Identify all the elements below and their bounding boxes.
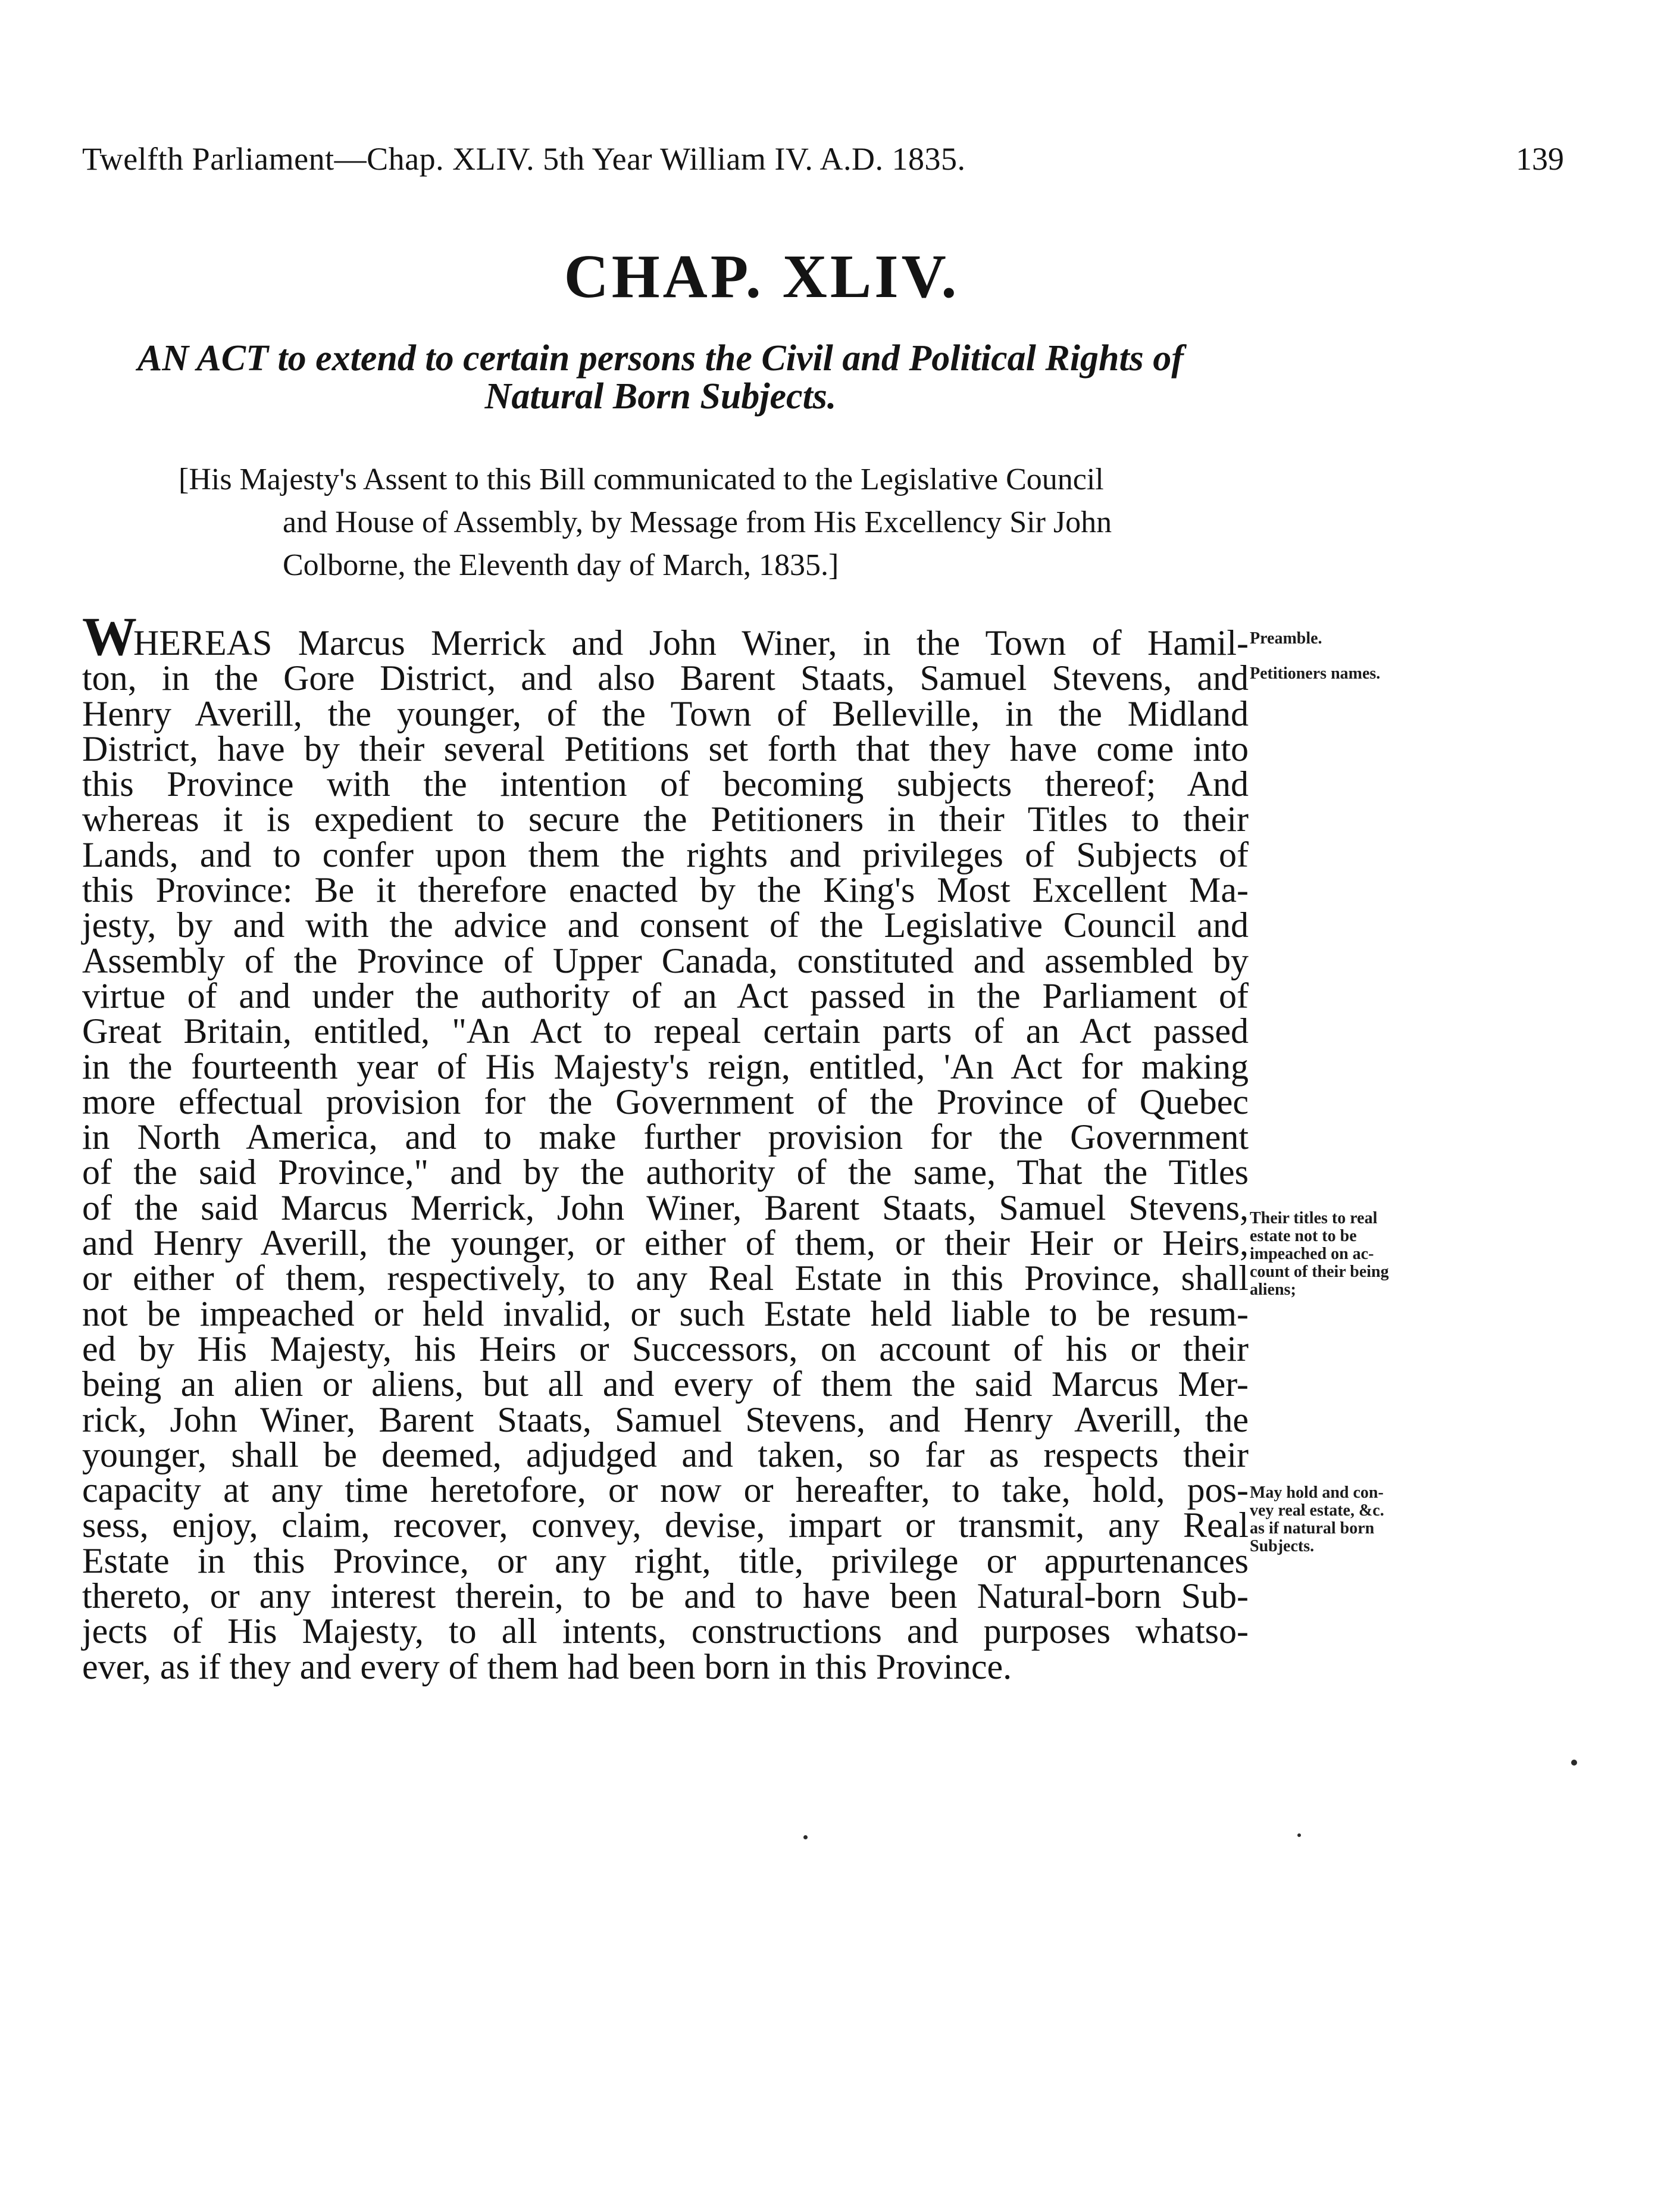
- drop-cap: W: [82, 606, 133, 667]
- body-line: ed by His Majesty, his Heirs or Successors, on account of his or their: [82, 1329, 1249, 1369]
- body-line: sess, enjoy, claim, recover, convey, devise, impart or transmit, any Real: [82, 1505, 1249, 1545]
- body-line: being an alien or aliens, but all and every of them the said Marcus Mer-: [82, 1364, 1249, 1404]
- body-line: Great Britain, entitled, "An Act to repeal certain parts of an Act passed: [82, 1011, 1249, 1051]
- act-body: [82, 606, 1249, 1686]
- margin-note-line: estate not to be: [1250, 1227, 1357, 1245]
- running-title: Twelfth Parliament—Chap. XLIV. 5th Year William IV. A.D. 1835.: [82, 141, 966, 177]
- body-line: of the said Marcus Merrick, John Winer, Barent Staats, Samuel Stevens,: [82, 1188, 1249, 1227]
- margin-note-line: impeached on ac-: [1250, 1245, 1374, 1263]
- body-line: Henry Averill, the younger, of the Town of Belleville, in the Midland: [82, 693, 1249, 733]
- body-line: in the fourteenth year of His Majesty's reign, entitled, 'An Act for making: [82, 1046, 1249, 1086]
- body-line: ever, as if they and every of them had been born in this Province.: [82, 1646, 1012, 1686]
- margin-note-petitioners: [1250, 665, 1380, 683]
- margin-note-line: Their titles to real: [1250, 1209, 1378, 1227]
- body-line: or either of them, respectively, to any Real Estate in this Province, shall: [82, 1258, 1249, 1298]
- ink-speck: [1297, 1833, 1301, 1837]
- body-line: District, have by their several Petitions set forth that they have come into: [82, 729, 1249, 768]
- body-line-text: HEREAS Marcus Merrick and John Winer, in the Town of Hamil-: [133, 623, 1249, 663]
- body-line: Assembly of the Province of Upper Canada, constituted and assembled by: [82, 941, 1249, 980]
- body-line: jects of His Majesty, to all intents, constructions and purposes whatso-: [82, 1611, 1249, 1651]
- margin-note-line: Subjects.: [1250, 1537, 1315, 1555]
- chapter-title: CHAP. XLIV.: [564, 242, 960, 311]
- body-line: more effectual provision for the Government of the Province of Quebec: [82, 1082, 1249, 1121]
- margin-note-line: as if natural born: [1250, 1519, 1375, 1538]
- body-line: this Province with the intention of becoming subjects thereof; And: [82, 764, 1249, 804]
- body-line: jesty, by and with the advice and consent of the Legislative Council and: [82, 905, 1249, 945]
- margin-note-line: Preamble.: [1250, 629, 1322, 648]
- body-line: capacity at any time heretofore, or now or hereafter, to take, hold, pos-: [82, 1470, 1249, 1510]
- body-line: not be impeached or held invalid, or such Estate held liable to be resum-: [82, 1294, 1249, 1333]
- page-number: 139: [1516, 141, 1564, 177]
- body-line: younger, shall be deemed, adjudged and taken, so far as respects their: [82, 1435, 1249, 1474]
- body-line: thereto, or any interest therein, to be and to have been Natural-born Sub-: [82, 1576, 1249, 1616]
- body-line: of the said Province," and by the authority of the same, That the Titles: [82, 1152, 1249, 1192]
- body-line: Lands, and to confer upon them the rights and privileges of Subjects of: [82, 835, 1249, 874]
- running-head: [82, 138, 1564, 180]
- body-line: virtue of and under the authority of an Act passed in the Parliament of: [82, 976, 1249, 1016]
- ink-speck: [803, 1835, 808, 1839]
- body-line: and Henry Averill, the younger, or either of them, or their Heir or Heirs,: [82, 1223, 1249, 1263]
- assent-line: Colborne, the Eleventh day of March, 1835.]: [283, 548, 839, 582]
- margin-note-line: Petitioners names.: [1250, 664, 1381, 683]
- margin-note-line: aliens;: [1250, 1280, 1296, 1299]
- ink-speck: [1571, 1760, 1577, 1766]
- margin-note-titles: [1250, 1210, 1389, 1299]
- body-line: this Province: Be it therefore enacted by the King's Most Excellent Ma-: [82, 870, 1249, 910]
- margin-note-may-hold: [1250, 1484, 1384, 1555]
- body-line: ton, in the Gore District, and also Barent Staats, Samuel Stevens, and: [82, 658, 1249, 698]
- body-line: Estate in this Province, or any right, title, privilege or appurtenances: [82, 1541, 1249, 1580]
- margin-note-preamble: [1250, 630, 1322, 648]
- margin-note-line: vey real estate, &c.: [1250, 1501, 1384, 1520]
- body-line: whereas it is expedient to secure the Petitioners in their Titles to their: [82, 799, 1249, 839]
- body-line: [82, 606, 1249, 667]
- margin-note-line: count of their being: [1250, 1263, 1389, 1281]
- act-title: AN ACT to extend to certain persons the Civil and Political Rights of Natural Born Subjects.: [137, 338, 1184, 417]
- assent-line: and House of Assembly, by Message from His Excellency Sir John: [283, 505, 1112, 539]
- assent-note: [179, 458, 1244, 587]
- body-line: rick, John Winer, Barent Staats, Samuel Stevens, and Henry Averill, the: [82, 1399, 1249, 1439]
- assent-line: [His Majesty's Assent to this Bill communicated to the Legislative Council: [179, 463, 1104, 496]
- body-line: in North America, and to make further provision for the Government: [82, 1117, 1249, 1157]
- margin-note-line: May hold and con-: [1250, 1483, 1384, 1502]
